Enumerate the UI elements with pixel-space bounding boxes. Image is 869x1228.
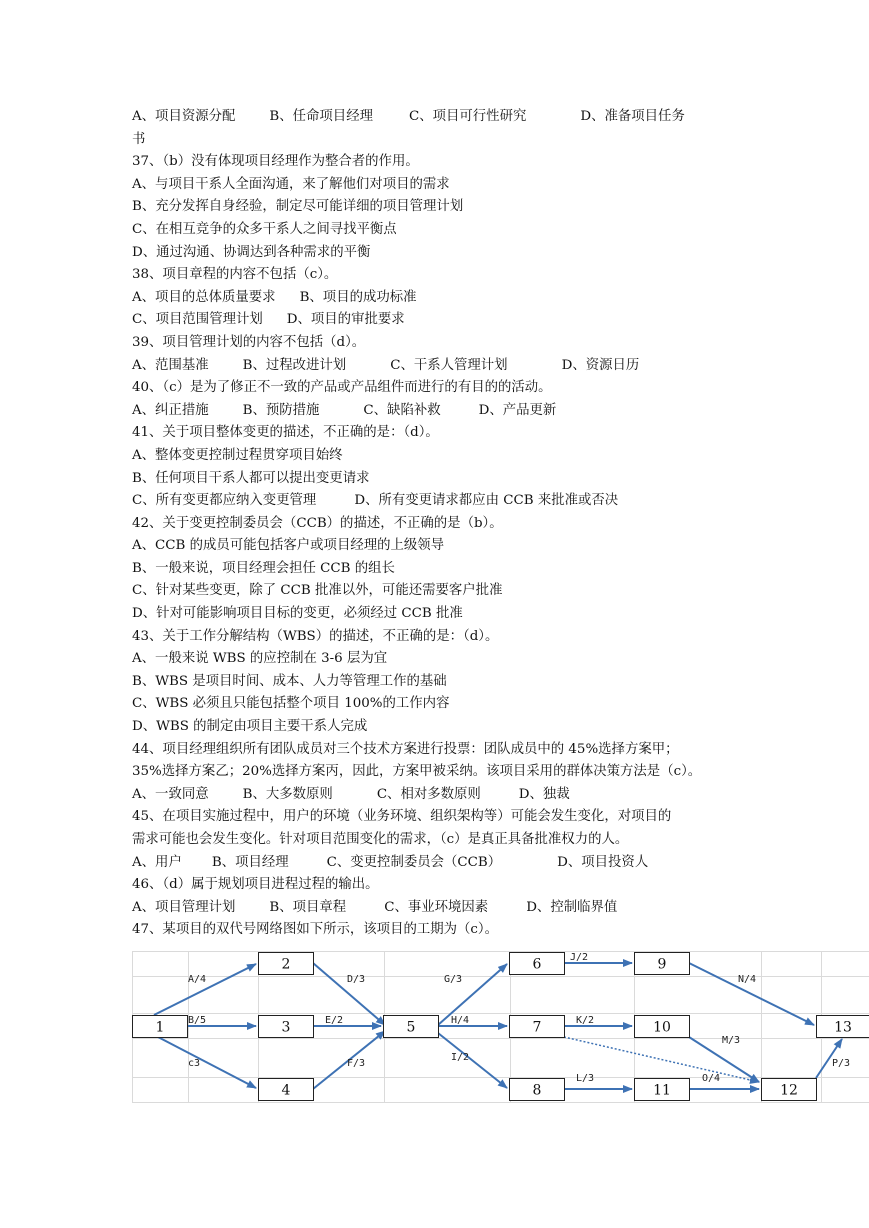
text-segment: A、项目的总体质量要求 (132, 289, 276, 305)
text-segment: C、相对多数原则 (376, 786, 481, 802)
text-line (132, 829, 852, 852)
activity-label: P/3 (832, 1058, 851, 1069)
text-segment: A、整体变更控制过程贯穿项目始终 (132, 447, 343, 463)
text-segment: B、项目经理 (211, 854, 289, 870)
text-segment: C、在相互竞争的众多干系人之间寻找平衡点 (132, 221, 397, 237)
text-line (132, 196, 852, 219)
node-number: 13 (834, 1019, 852, 1036)
text-line (132, 129, 852, 152)
text-segment: D、控制临界值 (526, 899, 618, 915)
activity-arrow (313, 963, 385, 1025)
text-segment: A、CCB 的成员可能包括客户或项目经理的上级领导 (132, 538, 445, 554)
text-segment: B、WBS 是项目时间、成本、人力等管理工作的基础 (132, 673, 447, 689)
text-segment: C、针对某些变更，除了 CCB 批准以外，可能还需要客户批准 (132, 583, 503, 599)
node-number: 11 (653, 1082, 671, 1099)
text-segment: A、项目资源分配 (132, 109, 236, 124)
text-segment: B、任命项目经理 (269, 109, 373, 124)
node-number: 2 (281, 956, 291, 973)
text-segment: C、WBS 必须且只能包括整个项目 100%的工作内容 (132, 696, 450, 712)
activity-label: H/4 (451, 1015, 470, 1026)
text-line (132, 468, 852, 491)
text-line (132, 355, 852, 378)
text-line (132, 535, 852, 558)
text-line (132, 287, 852, 310)
text-line (132, 603, 852, 626)
text-line (132, 761, 852, 784)
activity-label: B/5 (188, 1015, 207, 1026)
text-segment: B、项目的成功标准 (299, 289, 417, 305)
text-line (132, 919, 852, 942)
text-line (132, 332, 852, 355)
text-segment: 37、（b）没有体现项目经理作为整合者的作用。 (132, 154, 419, 170)
text-line (132, 558, 852, 581)
text-segment: A、范围基准 (132, 357, 209, 373)
text-segment: 书 (132, 131, 146, 147)
text-segment: D、准备项目任务 (580, 109, 685, 124)
text-segment: C、所有变更都应纳入变更管理 (132, 493, 317, 509)
activity-label: D/3 (347, 974, 366, 985)
text-segment: D、项目的审批要求 (286, 312, 405, 328)
node-number: 9 (657, 956, 667, 973)
node-number: 12 (780, 1082, 798, 1099)
text-segment: D、WBS 的制定由项目主要干系人完成 (132, 719, 368, 735)
node-number: 7 (532, 1019, 542, 1036)
text-segment: 47、某项目的双代号网络图如下所示，该项目的工期为（c）。 (132, 922, 498, 938)
network-svg (132, 951, 869, 1103)
text-segment: 39、项目管理计划的内容不包括（d）。 (132, 334, 366, 350)
text-segment: 45、在项目实施过程中，用户的环境（业务环境、组织架构等）可能会发生变化，对项目的 (132, 809, 672, 825)
text-segment: B、大多数原则 (242, 786, 333, 802)
text-segment: B、过程改进计划 (242, 357, 347, 373)
activity-label: O/4 (702, 1073, 721, 1084)
text-segment: D、独裁 (518, 786, 570, 802)
text-line (132, 490, 852, 513)
text-segment: D、资源日历 (561, 357, 640, 373)
text-line (132, 400, 852, 423)
text-segment: B、一般来说，项目经理会担任 CCB 的组长 (132, 560, 395, 576)
text-line (132, 671, 852, 694)
text-segment: 41、关于项目整体变更的描述，不正确的是：（d）。 (132, 425, 439, 441)
activity-label: I/2 (451, 1052, 470, 1063)
node-number: 8 (532, 1082, 542, 1099)
node-number: 1 (155, 1019, 165, 1036)
text-line (132, 219, 852, 242)
text-segment: 40、（c）是为了修正不一致的产品或产品组件而进行的有目的的活动。 (132, 380, 552, 396)
text-segment: A、一致同意 (132, 786, 209, 802)
text-line (132, 445, 852, 468)
text-segment: C、项目可行性研究 (408, 109, 527, 124)
text-line (132, 174, 852, 197)
text-line (132, 580, 852, 603)
text-segment: B、任何项目干系人都可以提出变更请求 (132, 470, 370, 486)
activity-label: N/4 (738, 974, 757, 985)
text-segment: B、预防措施 (242, 402, 320, 418)
text-line (132, 242, 852, 265)
activity-label: A/4 (188, 974, 207, 985)
text-segment: A、项目管理计划 (132, 899, 236, 915)
activity-label: L/3 (576, 1073, 595, 1084)
activity-arrow (158, 1037, 256, 1088)
node-number: 3 (281, 1019, 291, 1036)
text-line (132, 513, 852, 536)
activity-label: K/2 (576, 1015, 595, 1026)
text-line (132, 264, 852, 287)
text-segment: 43、关于工作分解结构（WBS）的描述，不正确的是：（d）。 (132, 628, 499, 644)
text-line (132, 151, 852, 174)
activity-arrow (154, 964, 256, 1015)
text-line (132, 852, 852, 875)
text-line (132, 739, 852, 762)
text-line (132, 806, 852, 829)
text-segment: D、针对可能影响项目目标的变更，必须经过 CCB 批准 (132, 606, 463, 622)
text-segment: A、纠正措施 (132, 402, 209, 418)
text-segment: B、充分发挥自身经验，制定尽可能详细的项目管理计划 (132, 199, 464, 215)
text-line (132, 784, 852, 807)
activity-label: c3 (188, 1058, 201, 1069)
text-line (132, 626, 852, 649)
text-segment: C、变更控制委员会（CCB） (326, 854, 502, 870)
text-segment: C、项目范围管理计划 (132, 312, 263, 328)
text-segment: D、项目投资人 (557, 854, 649, 870)
node-number: 10 (653, 1019, 671, 1036)
text-segment: D、所有变更请求都应由 CCB 来批准或否决 (354, 493, 619, 509)
text-segment: A、与项目干系人全面沟通，来了解他们对项目的需求 (132, 176, 450, 192)
text-line (132, 897, 852, 920)
text-line (132, 693, 852, 716)
text-segment: A、用户 (132, 854, 182, 870)
text-segment: 42、关于变更控制委员会（CCB）的描述，不正确的是（b）。 (132, 515, 503, 531)
text-segment: 46、（d）属于规划项目进程过程的输出。 (132, 877, 379, 893)
text-segment: D、通过沟通、协调达到各种需求的平衡 (132, 244, 371, 260)
text-segment: B、项目章程 (269, 899, 347, 915)
text-segment: 44、项目经理组织所有团队成员对三个技术方案进行投票：团队成员中的 45%选择方案甲； (132, 741, 679, 757)
activity-label: J/2 (570, 952, 589, 963)
text-line (132, 377, 852, 400)
text-segment: D、产品更新 (478, 402, 557, 418)
text-segment: 需求可能也会发生变化。针对项目范围变化的需求，（c）是真正具备批准权力的人。 (132, 832, 629, 847)
text-line (132, 716, 852, 739)
node-number: 5 (406, 1019, 416, 1036)
text-segment: 38、项目章程的内容不包括（c）。 (132, 267, 338, 283)
text-segment: A、一般来说 WBS 的应控制在 3-6 层为宜 (132, 651, 388, 667)
activity-label: F/3 (347, 1058, 366, 1069)
text-segment: C、干系人管理计划 (390, 357, 508, 373)
text-segment: 35%选择方案乙；20%选择方案丙，因此，方案甲被采纳。该项目采用的群体决策方法是（c）。 (132, 764, 702, 780)
text-segment: C、缺陷补救 (363, 402, 441, 418)
activity-label: G/3 (444, 974, 463, 985)
activity-label: M/3 (722, 1035, 741, 1046)
node-number: 6 (532, 956, 542, 973)
text-segment: C、事业环境因素 (384, 899, 489, 915)
node-number: 4 (281, 1082, 291, 1099)
network-diagram (132, 951, 869, 1103)
activity-arrow (689, 963, 814, 1025)
activity-arrow (438, 1033, 507, 1088)
text-line (132, 309, 852, 332)
activity-label: E/2 (325, 1015, 344, 1026)
text-line (132, 422, 852, 445)
text-line (132, 874, 852, 897)
text-line (132, 106, 852, 129)
text-line (132, 648, 852, 671)
document-body (132, 106, 852, 942)
